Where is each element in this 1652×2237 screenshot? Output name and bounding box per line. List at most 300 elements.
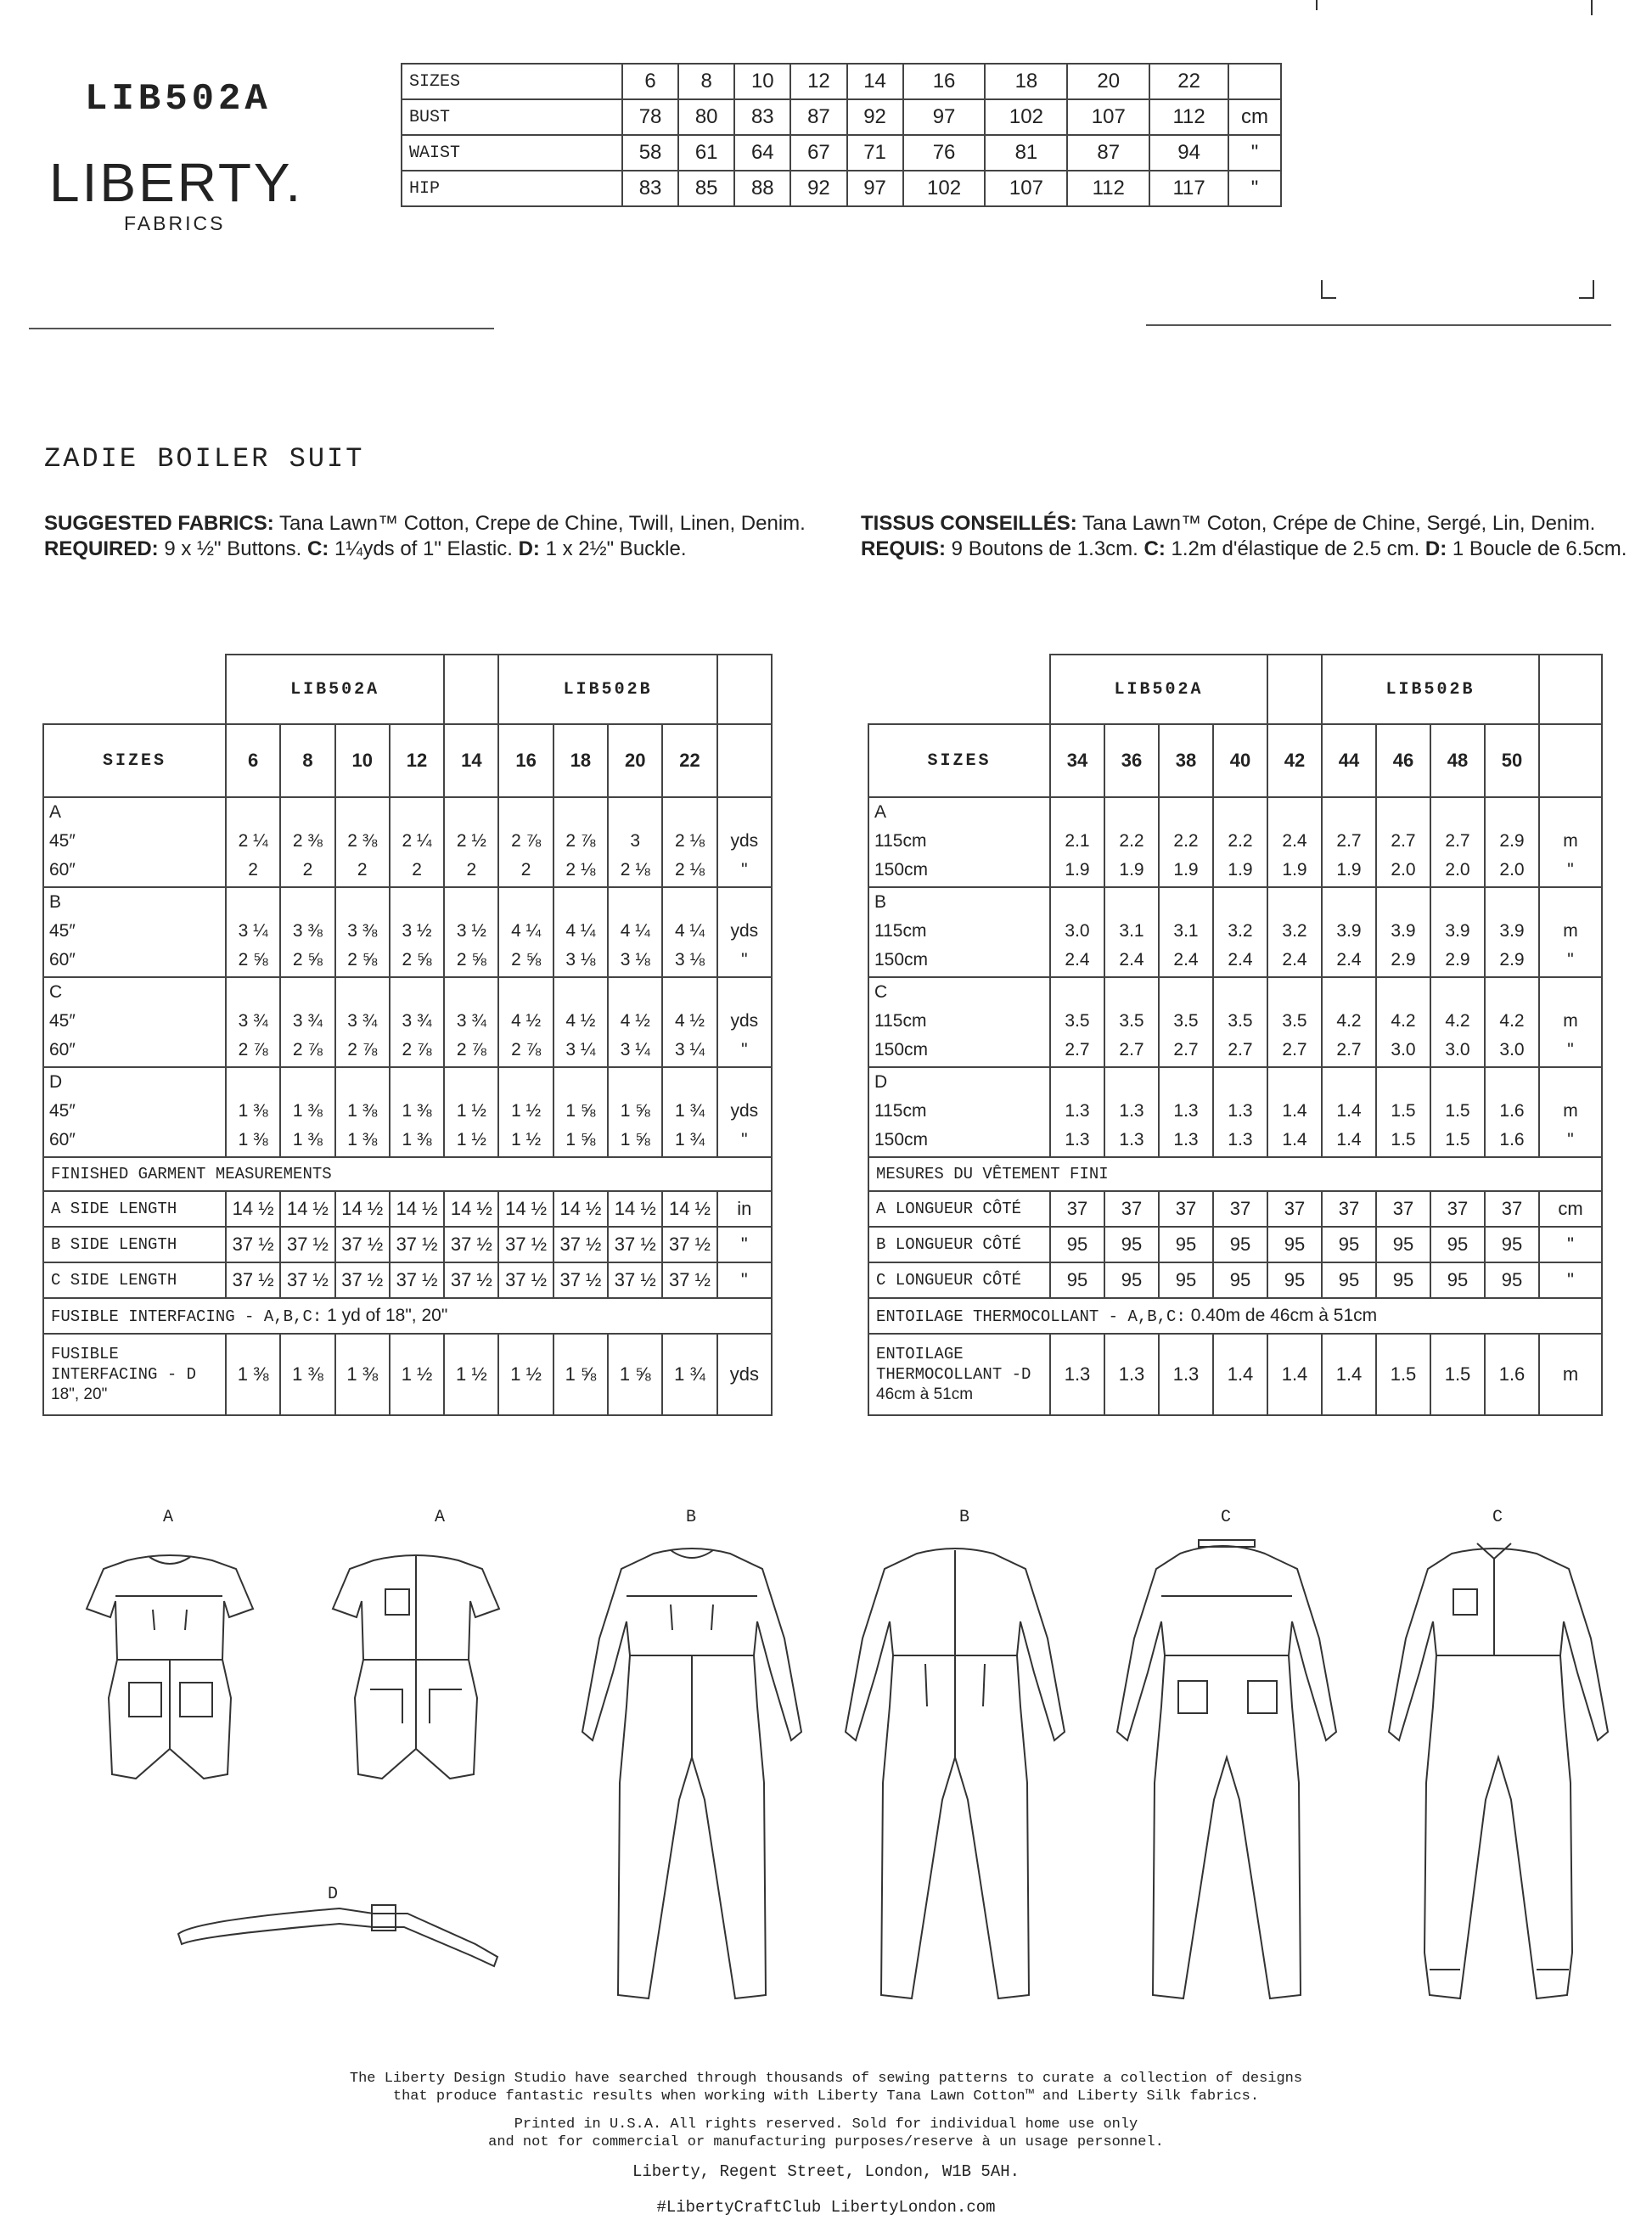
sizes-label: SIZES bbox=[43, 724, 226, 797]
yardage-value-2: 2 ⅞ bbox=[402, 1040, 432, 1059]
yardage-value-1: 4 ¼ bbox=[620, 921, 650, 941]
view-label-cell bbox=[43, 1067, 226, 1157]
spacer bbox=[1540, 1068, 1601, 1097]
measurement-value: 87 bbox=[790, 99, 846, 135]
interfacing-d-row bbox=[868, 1334, 1602, 1415]
finished-value: 95 bbox=[1104, 1227, 1159, 1262]
yardage-cell bbox=[335, 1067, 390, 1157]
spacer bbox=[1431, 888, 1484, 917]
spacer bbox=[1323, 798, 1375, 827]
yardage-cell bbox=[608, 977, 662, 1067]
interfacing-d-line: ENTOILAGE bbox=[876, 1345, 964, 1363]
yardage-value-2: 2 ⅝ bbox=[511, 950, 542, 970]
unit-cell: " bbox=[1539, 1227, 1602, 1262]
fabric-width-1: 115cm bbox=[874, 831, 927, 851]
yardage-value-2: 1 ½ bbox=[511, 1130, 542, 1149]
unit-cell bbox=[1539, 797, 1602, 887]
yardage-value-1: 3 ⅜ bbox=[292, 921, 323, 941]
unit-2: " bbox=[741, 1040, 748, 1059]
c-label: C: bbox=[301, 537, 329, 560]
yardage-cell bbox=[498, 977, 553, 1067]
yardage-value-1: 1.3 bbox=[1065, 1101, 1090, 1121]
unit-cell bbox=[1539, 887, 1602, 977]
spacer bbox=[1160, 888, 1212, 917]
finished-value: 37 bbox=[1485, 1191, 1539, 1227]
yardage-cell bbox=[280, 797, 334, 887]
yardage-value-1: 2 ⅜ bbox=[292, 831, 323, 851]
interfacing-d-row bbox=[43, 1334, 772, 1415]
interfacing-d-value: 1 ⅜ bbox=[335, 1334, 390, 1415]
yardage-value-2: 3 ⅛ bbox=[565, 950, 596, 970]
size-cell: 6 bbox=[226, 724, 280, 797]
yardage-cell bbox=[608, 1067, 662, 1157]
yardage-cell bbox=[1485, 1067, 1539, 1157]
finished-measurements-label: MESURES DU VÊTEMENT FINI bbox=[868, 1157, 1602, 1191]
view-row bbox=[43, 887, 772, 977]
finished-value: 37 bbox=[1430, 1191, 1485, 1227]
yardage-value-2: 2 ⅛ bbox=[565, 860, 596, 880]
spacer bbox=[1160, 1068, 1212, 1097]
spacer bbox=[554, 1068, 607, 1097]
yardage-value-2: 3 ⅛ bbox=[675, 950, 705, 970]
required-label: REQUIRED: bbox=[44, 537, 159, 560]
unit-2: " bbox=[1567, 950, 1574, 970]
measurement-row bbox=[402, 171, 1281, 206]
spacer bbox=[281, 1068, 334, 1097]
footer-intro bbox=[0, 2070, 1652, 2105]
view-row bbox=[43, 977, 772, 1067]
yardage-cell bbox=[1485, 977, 1539, 1067]
yardage-value-2: 2.9 bbox=[1445, 950, 1470, 970]
fabric-requirements-metric-table bbox=[868, 654, 1603, 1416]
yardage-value-1: 4.2 bbox=[1445, 1011, 1470, 1031]
yardage-value-2: 2 ⅞ bbox=[292, 1040, 323, 1059]
interfacing-abc-label: FUSIBLE INTERFACING - A,B,C: bbox=[51, 1307, 323, 1326]
yardage-value-2: 2 ⅝ bbox=[402, 950, 432, 970]
size-cell: 10 bbox=[335, 724, 390, 797]
fabric-width-2: 150cm bbox=[874, 950, 929, 970]
view-a-back-drawing bbox=[333, 1555, 499, 1779]
view-d-belt-drawing bbox=[178, 1905, 497, 1966]
footer-line: The Liberty Design Studio have searched through thousands of sewing patterns to curate a collection of designs bbox=[349, 2071, 1303, 2087]
finished-value: 95 bbox=[1159, 1227, 1213, 1262]
yardage-value-2: 1.9 bbox=[1119, 860, 1144, 880]
measurement-value: 102 bbox=[985, 99, 1067, 135]
figure-label-b-back: B bbox=[959, 1508, 970, 1527]
yardage-cell bbox=[280, 887, 334, 977]
unit-2: " bbox=[1567, 1040, 1574, 1059]
yardage-value-2: 2.4 bbox=[1173, 950, 1199, 970]
yardage-cell bbox=[608, 797, 662, 887]
yardage-value-2: 3.0 bbox=[1445, 1040, 1470, 1059]
spacer bbox=[336, 798, 389, 827]
yardage-value-1: 3.5 bbox=[1173, 1011, 1199, 1031]
unit-cell bbox=[717, 797, 772, 887]
yardage-cell bbox=[1430, 977, 1485, 1067]
yardage-value-1: 3.9 bbox=[1445, 921, 1470, 941]
spacer bbox=[1105, 888, 1158, 917]
yardage-value-2: 1 ½ bbox=[456, 1130, 486, 1149]
sizes-label: SIZES bbox=[402, 64, 622, 99]
yardage-cell bbox=[1376, 1067, 1430, 1157]
view-label-cell bbox=[43, 887, 226, 977]
footer-line: that produce fantastic results when working with Liberty Tana Lawn Cotton™ and Liberty Silk fabrics. bbox=[392, 2088, 1260, 2105]
finished-label: B SIDE LENGTH bbox=[43, 1227, 226, 1262]
suggested-fabrics-en bbox=[44, 511, 859, 537]
yardage-value-1: 2.2 bbox=[1228, 831, 1253, 851]
unit-cell bbox=[717, 977, 772, 1067]
yardage-value-1: 3.0 bbox=[1065, 921, 1090, 941]
yardage-cell bbox=[1104, 1067, 1159, 1157]
spacer bbox=[391, 1068, 443, 1097]
yardage-cell bbox=[226, 887, 280, 977]
yardage-value-1: 4 ½ bbox=[565, 1011, 596, 1031]
view-name: D bbox=[49, 1072, 63, 1092]
size-cell: 8 bbox=[678, 64, 734, 99]
yardage-cell bbox=[1322, 887, 1376, 977]
yardage-value-2: 1.3 bbox=[1173, 1130, 1199, 1149]
yardage-cell bbox=[608, 887, 662, 977]
yardage-value-1: 3 ½ bbox=[456, 921, 486, 941]
yardage-cell bbox=[498, 887, 553, 977]
yardage-value-1: 3 ¾ bbox=[292, 1011, 323, 1031]
spacer bbox=[1486, 888, 1538, 917]
yardage-value-2: 2.4 bbox=[1336, 950, 1362, 970]
yardage-value-2: 1 ⅝ bbox=[620, 1130, 650, 1149]
unit-cell: cm bbox=[1228, 99, 1281, 135]
finished-value: 14 ½ bbox=[444, 1191, 498, 1227]
spacer bbox=[1540, 978, 1601, 1007]
finished-value: 37 ½ bbox=[226, 1227, 280, 1262]
finished-value: 37 bbox=[1322, 1191, 1376, 1227]
yardage-value-1: 3.9 bbox=[1499, 921, 1525, 941]
yardage-cell bbox=[335, 797, 390, 887]
yardage-value-2: 2 ⅛ bbox=[675, 860, 705, 880]
yardage-value-1: 3.9 bbox=[1336, 921, 1362, 941]
yardage-value-1: 2.2 bbox=[1173, 831, 1199, 851]
unit-cell bbox=[1539, 977, 1602, 1067]
unit-cell: m bbox=[1539, 1334, 1602, 1415]
view-a-front-drawing bbox=[87, 1555, 253, 1779]
yardage-cell bbox=[1485, 797, 1539, 887]
spacer bbox=[1268, 1068, 1321, 1097]
required-buttons: 9 x ½" Buttons. bbox=[158, 537, 302, 560]
finished-value: 37 ½ bbox=[226, 1262, 280, 1298]
yardage-value-1: 3.9 bbox=[1391, 921, 1416, 941]
spacer bbox=[1214, 888, 1267, 917]
suggested-fabrics-fr bbox=[861, 511, 1642, 537]
interfacing-d-label bbox=[43, 1334, 226, 1415]
yardage-value-2: 2.0 bbox=[1445, 860, 1470, 880]
yardage-value-1: 1.5 bbox=[1391, 1101, 1416, 1121]
measurement-value: 87 bbox=[1067, 135, 1149, 171]
size-cell: 38 bbox=[1159, 724, 1213, 797]
spacer bbox=[391, 798, 443, 827]
finished-value: 14 ½ bbox=[226, 1191, 280, 1227]
yardage-value-1: 4 ½ bbox=[511, 1011, 542, 1031]
required-label: REQUIS: bbox=[861, 537, 947, 560]
yardage-value-2: 1 ⅜ bbox=[238, 1130, 268, 1149]
yardage-cell bbox=[1104, 887, 1159, 977]
yardage-value-2: 1.9 bbox=[1065, 860, 1090, 880]
yardage-value-2: 1.4 bbox=[1282, 1130, 1307, 1149]
size-cell: 16 bbox=[903, 64, 986, 99]
view-name: C bbox=[874, 982, 888, 1002]
yardage-value-2: 2 ⅝ bbox=[238, 950, 268, 970]
spacer bbox=[554, 888, 607, 917]
yardage-value-1: 1 ⅝ bbox=[620, 1101, 650, 1121]
measurement-value: 83 bbox=[734, 99, 790, 135]
measurement-value: 76 bbox=[903, 135, 986, 171]
yardage-value-2: 2.7 bbox=[1282, 1040, 1307, 1059]
view-c-front-drawing bbox=[1389, 1543, 1608, 1998]
yardage-cell bbox=[553, 887, 608, 977]
finished-value: 95 bbox=[1267, 1227, 1322, 1262]
unit-1: m bbox=[1563, 1101, 1578, 1121]
fabric-width-1: 45″ bbox=[49, 831, 76, 851]
measurement-value: 85 bbox=[678, 171, 734, 206]
yardage-value-2: 1.3 bbox=[1228, 1130, 1253, 1149]
finished-row bbox=[868, 1227, 1602, 1262]
yardage-cell bbox=[1322, 797, 1376, 887]
fabric-width-2: 60″ bbox=[49, 1130, 76, 1149]
size-cell: 44 bbox=[1322, 724, 1376, 797]
unit-2: " bbox=[741, 860, 748, 880]
yardage-cell bbox=[1430, 887, 1485, 977]
unit-1: yds bbox=[730, 1011, 759, 1031]
yardage-cell bbox=[498, 1067, 553, 1157]
yardage-value-1: 2.1 bbox=[1065, 831, 1090, 851]
spacer bbox=[1431, 1068, 1484, 1097]
yardage-cell bbox=[1104, 977, 1159, 1067]
footer-line: Printed in U.S.A. All rights reserved. Sold for individual home use only bbox=[514, 2116, 1138, 2133]
yardage-cell bbox=[226, 797, 280, 887]
size-cell: 48 bbox=[1430, 724, 1485, 797]
yardage-value-1: 3 ⅜ bbox=[347, 921, 378, 941]
yardage-value-1: 1.5 bbox=[1445, 1101, 1470, 1121]
measurement-row bbox=[402, 135, 1281, 171]
fabric-width-2: 150cm bbox=[874, 1130, 929, 1149]
yardage-value-2: 1 ⅜ bbox=[347, 1130, 378, 1149]
spacer bbox=[227, 888, 279, 917]
fabric-width-2: 150cm bbox=[874, 860, 929, 880]
view-row bbox=[868, 887, 1602, 977]
finished-value: 95 bbox=[1376, 1262, 1430, 1298]
required-notions-en bbox=[44, 537, 859, 562]
interfacing-d-value: 1.6 bbox=[1485, 1334, 1539, 1415]
yardage-cell bbox=[1159, 797, 1213, 887]
fabric-requirements-imperial-table bbox=[42, 654, 773, 1416]
measurement-row bbox=[402, 99, 1281, 135]
yardage-value-2: 2 ⅛ bbox=[620, 860, 650, 880]
yardage-cell bbox=[335, 887, 390, 977]
yardage-cell bbox=[226, 1067, 280, 1157]
yardage-cell bbox=[662, 1067, 716, 1157]
yardage-value-2: 2 ⅞ bbox=[511, 1040, 542, 1059]
yardage-cell bbox=[1376, 887, 1430, 977]
spacer bbox=[1377, 888, 1430, 917]
unit-1: yds bbox=[730, 921, 759, 941]
spacer bbox=[281, 888, 334, 917]
yardage-cell bbox=[1267, 797, 1322, 887]
yardage-value-1: 4 ¼ bbox=[675, 921, 705, 941]
group-label-b: LIB502B bbox=[498, 655, 716, 724]
finished-value: 95 bbox=[1485, 1227, 1539, 1262]
yardage-cell bbox=[1050, 1067, 1104, 1157]
finished-row bbox=[868, 1191, 1602, 1227]
yardage-cell bbox=[1267, 1067, 1322, 1157]
yardage-value-2: 1.3 bbox=[1119, 1130, 1144, 1149]
blank-cell bbox=[43, 655, 226, 724]
measurement-value: 107 bbox=[1067, 99, 1149, 135]
measurement-value: 61 bbox=[678, 135, 734, 171]
spacer bbox=[554, 798, 607, 827]
finished-value: 14 ½ bbox=[553, 1191, 608, 1227]
unit-1: m bbox=[1563, 1011, 1578, 1031]
size-cell: 42 bbox=[1267, 724, 1322, 797]
view-row bbox=[43, 1067, 772, 1157]
yardage-value-2: 2.0 bbox=[1499, 860, 1525, 880]
spacer bbox=[609, 1068, 661, 1097]
yardage-value-1: 4 ¼ bbox=[511, 921, 542, 941]
spacer bbox=[281, 798, 334, 827]
unit-cell: cm bbox=[1539, 1191, 1602, 1227]
view-b-back-drawing bbox=[846, 1548, 1065, 1998]
group-unit-cell bbox=[717, 655, 772, 724]
fabric-width-1: 45″ bbox=[49, 1101, 76, 1121]
spacer bbox=[391, 978, 443, 1007]
yardage-cell bbox=[1430, 797, 1485, 887]
finished-row bbox=[43, 1262, 772, 1298]
measurement-value: 97 bbox=[903, 99, 986, 135]
spacer bbox=[336, 888, 389, 917]
view-name: D bbox=[874, 1072, 888, 1092]
spacer bbox=[609, 798, 661, 827]
footer-social: #LibertyCraftClub LibertyLondon.com bbox=[656, 2198, 996, 2217]
yardage-cell bbox=[390, 797, 444, 887]
unit-cell bbox=[717, 1067, 772, 1157]
finished-value: 37 ½ bbox=[662, 1262, 716, 1298]
spacer bbox=[227, 978, 279, 1007]
yardage-cell bbox=[662, 977, 716, 1067]
spacer bbox=[609, 978, 661, 1007]
interfacing-d-value: 1.5 bbox=[1430, 1334, 1485, 1415]
spacer bbox=[227, 1068, 279, 1097]
body-measurements-table bbox=[401, 63, 1282, 207]
interfacing-abc-label: ENTOILAGE THERMOCOLLANT - A,B,C: bbox=[876, 1307, 1186, 1326]
yardage-cell bbox=[1267, 887, 1322, 977]
fabric-width-1: 45″ bbox=[49, 1011, 76, 1031]
suggested-label: TISSUS CONSEILLÉS: bbox=[861, 512, 1077, 535]
yardage-value-1: 2.7 bbox=[1391, 831, 1416, 851]
spacer bbox=[718, 1068, 771, 1097]
yardage-cell bbox=[498, 797, 553, 887]
yardage-value-2: 2 ⅞ bbox=[238, 1040, 268, 1059]
yardage-cell bbox=[1213, 887, 1267, 977]
yardage-value-2: 2 ⅝ bbox=[292, 950, 323, 970]
spacer bbox=[281, 978, 334, 1007]
finished-value: 95 bbox=[1376, 1227, 1430, 1262]
spacer bbox=[1377, 978, 1430, 1007]
finished-label: B LONGUEUR CÔTÉ bbox=[868, 1227, 1050, 1262]
finished-value: 95 bbox=[1485, 1262, 1539, 1298]
size-cell: 34 bbox=[1050, 724, 1104, 797]
finished-header-row bbox=[43, 1157, 772, 1191]
size-cell: 46 bbox=[1376, 724, 1430, 797]
yardage-value-2: 2 ⅞ bbox=[347, 1040, 378, 1059]
spacer bbox=[1431, 978, 1484, 1007]
spacer bbox=[1160, 978, 1212, 1007]
header-divider-right bbox=[1146, 324, 1611, 326]
view-name: A bbox=[874, 802, 887, 822]
measurement-value: 81 bbox=[985, 135, 1067, 171]
yardage-value-1: 2.4 bbox=[1282, 831, 1307, 851]
size-cell: 14 bbox=[444, 724, 498, 797]
yardage-value-2: 1 ⅜ bbox=[402, 1130, 432, 1149]
yardage-value-2: 3 ¼ bbox=[565, 1040, 596, 1059]
blank-cell bbox=[868, 655, 1050, 724]
spacer bbox=[1486, 1068, 1538, 1097]
yardage-value-1: 1 ⅜ bbox=[402, 1101, 432, 1121]
finished-value: 37 bbox=[1213, 1191, 1267, 1227]
yardage-value-2: 2.7 bbox=[1065, 1040, 1090, 1059]
figure-label-c-back: C bbox=[1221, 1508, 1232, 1527]
yardage-cell bbox=[444, 887, 498, 977]
interfacing-abc-cell bbox=[868, 1298, 1602, 1334]
view-b-front-drawing bbox=[582, 1548, 801, 1998]
finished-value: 37 ½ bbox=[280, 1262, 334, 1298]
yardage-value-2: 1.6 bbox=[1499, 1130, 1525, 1149]
unit-1: yds bbox=[730, 1101, 759, 1121]
spacer bbox=[1160, 798, 1212, 827]
yardage-value-1: 3 ¾ bbox=[456, 1011, 486, 1031]
measurement-label: HIP bbox=[402, 171, 622, 206]
yardage-value-1: 3.5 bbox=[1065, 1011, 1090, 1031]
interfacing-d-line: THERMOCOLLANT -D bbox=[876, 1365, 1031, 1384]
figure-label-d: D bbox=[328, 1885, 339, 1904]
yardage-value-1: 3 ¼ bbox=[238, 921, 268, 941]
yardage-value-1: 3.1 bbox=[1119, 921, 1144, 941]
brand-logo: LIBERTY. bbox=[49, 152, 304, 213]
yardage-value-1: 3.5 bbox=[1282, 1011, 1307, 1031]
size-cell: 6 bbox=[622, 64, 678, 99]
spacer bbox=[1268, 978, 1321, 1007]
spacer bbox=[1051, 888, 1104, 917]
size-cell: 14 bbox=[847, 64, 903, 99]
size-cell: 16 bbox=[498, 724, 553, 797]
finished-value: 37 bbox=[1376, 1191, 1430, 1227]
interfacing-abc-row bbox=[43, 1298, 772, 1334]
group-label-b: LIB502B bbox=[1322, 655, 1539, 724]
group-header-row bbox=[868, 655, 1602, 724]
yardage-value-1: 3 bbox=[630, 831, 641, 851]
interfacing-d-value: 1.3 bbox=[1050, 1334, 1104, 1415]
spacer bbox=[718, 978, 771, 1007]
yardage-cell bbox=[662, 887, 716, 977]
finished-value: 37 ½ bbox=[553, 1227, 608, 1262]
yardage-cell bbox=[1213, 1067, 1267, 1157]
yardage-value-2: 2 ⅞ bbox=[456, 1040, 486, 1059]
interfacing-d-value: 1.4 bbox=[1213, 1334, 1267, 1415]
view-row bbox=[868, 797, 1602, 887]
yardage-value-1: 1 ½ bbox=[456, 1101, 486, 1121]
yardage-value-2: 2.7 bbox=[1119, 1040, 1144, 1059]
yardage-value-1: 4 ½ bbox=[620, 1011, 650, 1031]
unit-1: yds bbox=[730, 831, 759, 851]
yardage-value-1: 2 ⅜ bbox=[347, 831, 378, 851]
yardage-value-1: 1 ½ bbox=[511, 1101, 542, 1121]
unit-cell: in bbox=[717, 1191, 772, 1227]
